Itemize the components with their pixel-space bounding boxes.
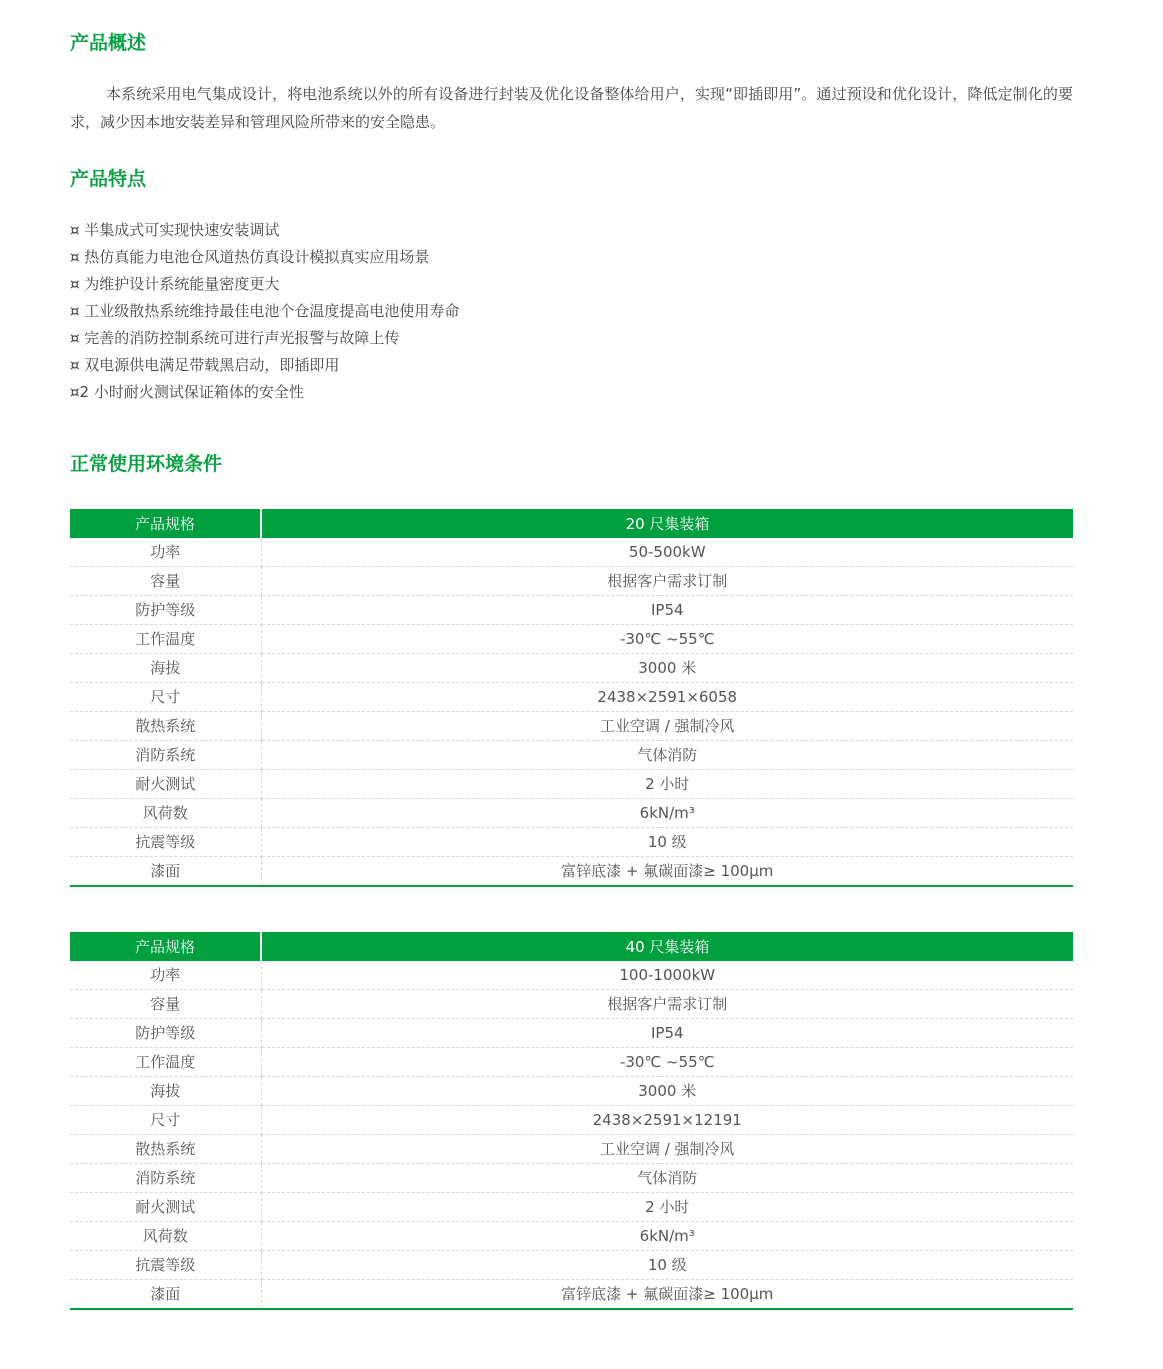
spec-value: 富锌底漆 + 氟碳面漆≥ 100μm xyxy=(261,857,1073,887)
spec-value: 6kN/m³ xyxy=(261,799,1073,828)
spec-label: 抗震等级 xyxy=(70,828,261,857)
spec-label: 容量 xyxy=(70,990,261,1019)
spec-header-label: 产品规格 xyxy=(70,509,261,538)
spec-row xyxy=(70,1193,1073,1222)
spec-row xyxy=(70,961,1073,990)
spec-value: 根据客户需求订制 xyxy=(261,567,1073,596)
spec-value: 6kN/m³ xyxy=(261,1222,1073,1251)
spec-value: 10 级 xyxy=(261,828,1073,857)
spec-value: 100-1000kW xyxy=(261,961,1073,990)
spec-label: 耐火测试 xyxy=(70,1193,261,1222)
spec-row xyxy=(70,857,1073,887)
spec-label: 功率 xyxy=(70,538,261,567)
spec-row xyxy=(70,1077,1073,1106)
spec-label: 风荷数 xyxy=(70,1222,261,1251)
spec-value: 50-500kW xyxy=(261,538,1073,567)
spec-row xyxy=(70,567,1073,596)
spec-value: -30℃ ~55℃ xyxy=(261,625,1073,654)
spec-value: -30℃ ~55℃ xyxy=(261,1048,1073,1077)
spec-label: 海拔 xyxy=(70,654,261,683)
spec-label: 漆面 xyxy=(70,857,261,887)
spec-label: 消防系统 xyxy=(70,1164,261,1193)
spec-value: 气体消防 xyxy=(261,741,1073,770)
spec-value: 2 小时 xyxy=(261,770,1073,799)
spec-row xyxy=(70,625,1073,654)
spec-row xyxy=(70,799,1073,828)
spec-table-40ft xyxy=(70,932,1073,1310)
spec-label: 功率 xyxy=(70,961,261,990)
spec-label: 漆面 xyxy=(70,1280,261,1310)
spec-header-value: 40 尺集装箱 xyxy=(261,932,1073,961)
spec-header-label: 产品规格 xyxy=(70,932,261,961)
spec-value: 10 级 xyxy=(261,1251,1073,1280)
spec-header-row xyxy=(70,932,1073,961)
spec-label: 风荷数 xyxy=(70,799,261,828)
spec-label: 散热系统 xyxy=(70,712,261,741)
spec-value: IP54 xyxy=(261,596,1073,625)
overview-paragraph: 本系统采用电气集成设计，将电池系统以外的所有设备进行封装及优化设备整体给用户，实现“即插即用”。通过预设和优化设计，降低定制化的要求，减少因本地安装差异和管理风险所带来的安全隐患。 xyxy=(70,85,1073,131)
spec-header-row xyxy=(70,509,1073,538)
spec-row xyxy=(70,741,1073,770)
feature-item: ¤ 半集成式可实现快速安装调试 xyxy=(70,221,280,239)
spec-label: 防护等级 xyxy=(70,1019,261,1048)
spec-value: IP54 xyxy=(261,1019,1073,1048)
section-title-environment: 正常使用环境条件 xyxy=(70,453,223,475)
feature-item: ¤ 工业级散热系统维持最佳电池个仓温度提高电池使用寿命 xyxy=(70,302,460,320)
spec-table-20ft xyxy=(70,509,1073,887)
spec-row xyxy=(70,990,1073,1019)
spec-row xyxy=(70,1019,1073,1048)
spec-row xyxy=(70,1280,1073,1310)
feature-item: ¤ 双电源供电满足带载黑启动，即插即用 xyxy=(70,356,340,374)
spec-row xyxy=(70,1164,1073,1193)
spec-label: 防护等级 xyxy=(70,596,261,625)
spec-row xyxy=(70,683,1073,712)
spec-row xyxy=(70,1106,1073,1135)
feature-item: ¤ 热仿真能力电池仓风道热仿真设计模拟真实应用场景 xyxy=(70,248,430,266)
spec-row xyxy=(70,654,1073,683)
spec-row xyxy=(70,1222,1073,1251)
spec-value: 2438×2591×6058 xyxy=(261,683,1073,712)
spec-label: 消防系统 xyxy=(70,741,261,770)
spec-label: 工作温度 xyxy=(70,625,261,654)
spec-row xyxy=(70,712,1073,741)
spec-row xyxy=(70,1251,1073,1280)
spec-label: 耐火测试 xyxy=(70,770,261,799)
spec-value: 工业空调 / 强制冷风 xyxy=(261,1135,1073,1164)
spec-label: 海拔 xyxy=(70,1077,261,1106)
spec-value: 2438×2591×12191 xyxy=(261,1106,1073,1135)
section-title-overview: 产品概述 xyxy=(70,32,147,54)
spec-row xyxy=(70,1135,1073,1164)
feature-item: ¤ 完善的消防控制系统可进行声光报警与故障上传 xyxy=(70,329,400,347)
spec-value: 富锌底漆 + 氟碳面漆≥ 100μm xyxy=(261,1280,1073,1310)
spec-row xyxy=(70,596,1073,625)
spec-header-value: 20 尺集装箱 xyxy=(261,509,1073,538)
spec-row xyxy=(70,828,1073,857)
spec-value: 3000 米 xyxy=(261,654,1073,683)
spec-value: 工业空调 / 强制冷风 xyxy=(261,712,1073,741)
spec-row xyxy=(70,770,1073,799)
spec-label: 尺寸 xyxy=(70,683,261,712)
spec-row xyxy=(70,538,1073,567)
spec-value: 气体消防 xyxy=(261,1164,1073,1193)
feature-list xyxy=(70,217,459,406)
spec-label: 抗震等级 xyxy=(70,1251,261,1280)
section-title-features: 产品特点 xyxy=(70,168,147,190)
spec-label: 尺寸 xyxy=(70,1106,261,1135)
spec-value: 2 小时 xyxy=(261,1193,1073,1222)
spec-label: 容量 xyxy=(70,567,261,596)
spec-row xyxy=(70,1048,1073,1077)
feature-item: ¤ 为维护设计系统能量密度更大 xyxy=(70,275,280,293)
spec-label: 散热系统 xyxy=(70,1135,261,1164)
spec-value: 根据客户需求订制 xyxy=(261,990,1073,1019)
feature-item: ¤2 小时耐火测试保证箱体的安全性 xyxy=(70,383,304,401)
spec-value: 3000 米 xyxy=(261,1077,1073,1106)
spec-label: 工作温度 xyxy=(70,1048,261,1077)
